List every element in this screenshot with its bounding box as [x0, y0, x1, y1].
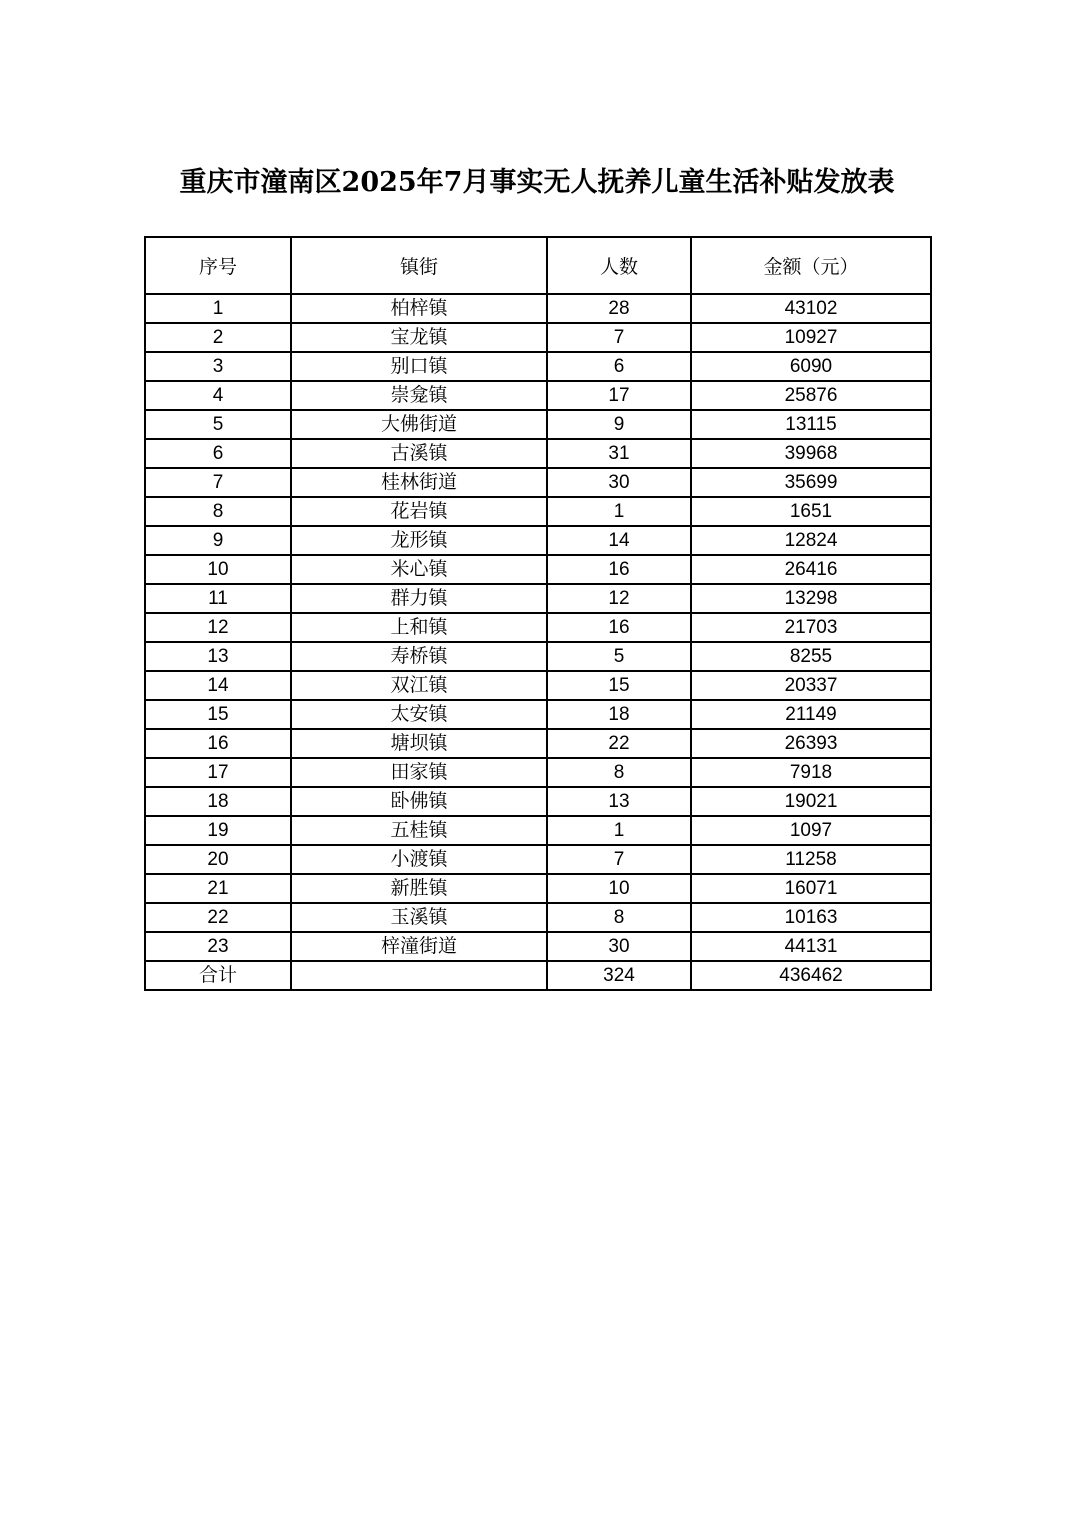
row-town: 卧佛镇	[291, 787, 547, 816]
table-row	[145, 381, 931, 410]
table-row	[145, 903, 931, 932]
row-amount: 6090	[691, 352, 931, 381]
row-index: 13	[145, 642, 291, 671]
row-town: 桂林街道	[291, 468, 547, 497]
row-index: 8	[145, 497, 291, 526]
table-row	[145, 845, 931, 874]
row-index: 10	[145, 555, 291, 584]
row-count: 10	[547, 874, 691, 903]
row-town: 五桂镇	[291, 816, 547, 845]
table-row	[145, 584, 931, 613]
row-index: 2	[145, 323, 291, 352]
table-row	[145, 816, 931, 845]
row-index: 21	[145, 874, 291, 903]
page-title: 重庆市潼南区2025年7月事实无人抚养儿童生活补贴发放表	[179, 167, 895, 198]
row-index: 19	[145, 816, 291, 845]
table-row	[145, 468, 931, 497]
row-count: 17	[547, 381, 691, 410]
row-town: 龙形镇	[291, 526, 547, 555]
row-index: 4	[145, 381, 291, 410]
row-count: 1	[547, 497, 691, 526]
table-row	[145, 439, 931, 468]
table-row	[145, 787, 931, 816]
table-row	[145, 555, 931, 584]
row-town: 崇龛镇	[291, 381, 547, 410]
row-amount: 21703	[691, 613, 931, 642]
table-row	[145, 729, 931, 758]
row-town: 寿桥镇	[291, 642, 547, 671]
header-amount: 金额（元）	[691, 237, 931, 294]
table-row	[145, 613, 931, 642]
row-index: 23	[145, 932, 291, 961]
row-town: 上和镇	[291, 613, 547, 642]
row-amount: 26416	[691, 555, 931, 584]
row-count: 18	[547, 700, 691, 729]
total-row	[145, 961, 931, 990]
row-town: 宝龙镇	[291, 323, 547, 352]
row-index: 18	[145, 787, 291, 816]
table-row	[145, 758, 931, 787]
total-label: 合计	[145, 961, 291, 990]
row-index: 11	[145, 584, 291, 613]
row-amount: 10927	[691, 323, 931, 352]
row-count: 13	[547, 787, 691, 816]
row-amount: 1651	[691, 497, 931, 526]
row-index: 22	[145, 903, 291, 932]
row-count: 31	[547, 439, 691, 468]
row-index: 12	[145, 613, 291, 642]
row-count: 16	[547, 613, 691, 642]
row-town: 田家镇	[291, 758, 547, 787]
row-town: 太安镇	[291, 700, 547, 729]
row-count: 9	[547, 410, 691, 439]
row-index: 1	[145, 294, 291, 323]
row-amount: 8255	[691, 642, 931, 671]
row-count: 7	[547, 845, 691, 874]
table-row	[145, 874, 931, 903]
row-town: 古溪镇	[291, 439, 547, 468]
row-count: 7	[547, 323, 691, 352]
table-row	[145, 671, 931, 700]
row-town: 玉溪镇	[291, 903, 547, 932]
row-count: 8	[547, 903, 691, 932]
table-row	[145, 323, 931, 352]
row-count: 30	[547, 468, 691, 497]
row-amount: 39968	[691, 439, 931, 468]
row-index: 16	[145, 729, 291, 758]
subsidy-table	[144, 236, 932, 991]
row-amount: 44131	[691, 932, 931, 961]
row-town: 新胜镇	[291, 874, 547, 903]
row-index: 14	[145, 671, 291, 700]
table-row	[145, 294, 931, 323]
row-index: 15	[145, 700, 291, 729]
table-row	[145, 642, 931, 671]
table-row	[145, 526, 931, 555]
row-town: 别口镇	[291, 352, 547, 381]
row-amount: 10163	[691, 903, 931, 932]
row-amount: 19021	[691, 787, 931, 816]
row-town: 塘坝镇	[291, 729, 547, 758]
row-count: 12	[547, 584, 691, 613]
row-amount: 13298	[691, 584, 931, 613]
row-count: 8	[547, 758, 691, 787]
row-amount: 35699	[691, 468, 931, 497]
total-amount: 436462	[691, 961, 931, 990]
row-count: 16	[547, 555, 691, 584]
row-count: 22	[547, 729, 691, 758]
header-row	[145, 237, 931, 294]
header-town: 镇街	[291, 237, 547, 294]
row-count: 30	[547, 932, 691, 961]
row-town: 双江镇	[291, 671, 547, 700]
row-amount: 16071	[691, 874, 931, 903]
table-row	[145, 932, 931, 961]
row-amount: 25876	[691, 381, 931, 410]
row-amount: 26393	[691, 729, 931, 758]
row-index: 3	[145, 352, 291, 381]
row-amount: 11258	[691, 845, 931, 874]
row-amount: 7918	[691, 758, 931, 787]
row-count: 14	[547, 526, 691, 555]
table-row	[145, 700, 931, 729]
row-count: 6	[547, 352, 691, 381]
row-index: 9	[145, 526, 291, 555]
row-town: 大佛街道	[291, 410, 547, 439]
row-amount: 12824	[691, 526, 931, 555]
row-count: 15	[547, 671, 691, 700]
row-index: 7	[145, 468, 291, 497]
row-count: 28	[547, 294, 691, 323]
row-town: 柏梓镇	[291, 294, 547, 323]
table-row	[145, 352, 931, 381]
row-index: 20	[145, 845, 291, 874]
header-index: 序号	[145, 237, 291, 294]
row-town: 小渡镇	[291, 845, 547, 874]
table-row	[145, 410, 931, 439]
row-index: 6	[145, 439, 291, 468]
row-town: 花岩镇	[291, 497, 547, 526]
row-count: 1	[547, 816, 691, 845]
row-amount: 13115	[691, 410, 931, 439]
row-town: 米心镇	[291, 555, 547, 584]
row-amount: 1097	[691, 816, 931, 845]
row-town: 群力镇	[291, 584, 547, 613]
row-amount: 43102	[691, 294, 931, 323]
total-count: 324	[547, 961, 691, 990]
header-count: 人数	[547, 237, 691, 294]
row-amount: 21149	[691, 700, 931, 729]
row-index: 5	[145, 410, 291, 439]
row-amount: 20337	[691, 671, 931, 700]
row-index: 17	[145, 758, 291, 787]
row-town: 梓潼街道	[291, 932, 547, 961]
table-row	[145, 497, 931, 526]
total-town	[291, 961, 547, 990]
row-count: 5	[547, 642, 691, 671]
